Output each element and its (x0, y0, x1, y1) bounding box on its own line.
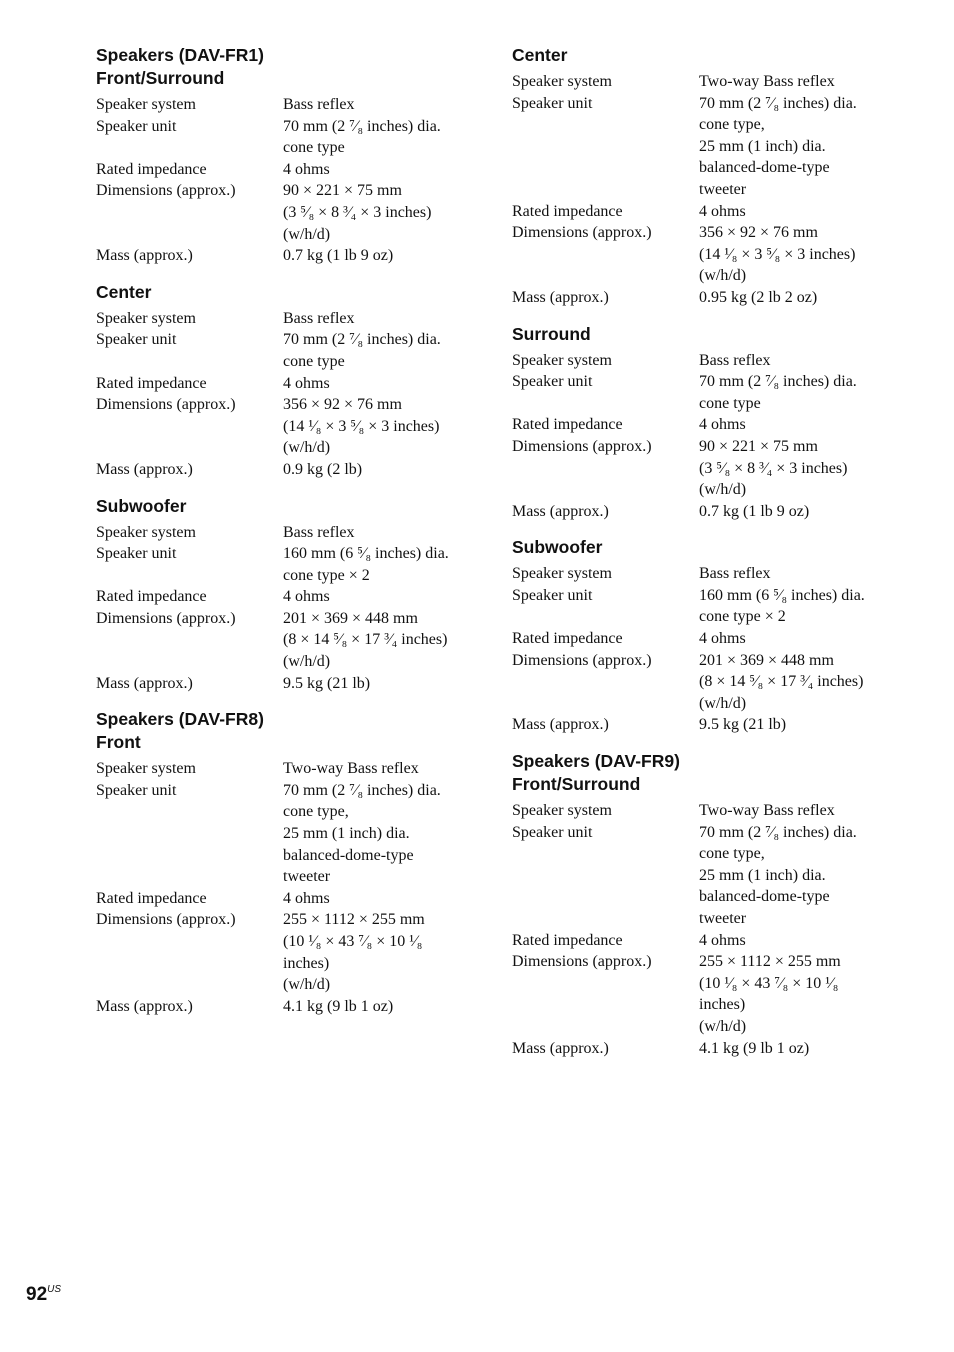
spec-row (512, 585, 912, 628)
spec-label: Mass (approx.) (512, 502, 609, 520)
spec-row (512, 951, 912, 1037)
spec-row (512, 287, 912, 309)
spec-label: Rated impedance (512, 931, 623, 949)
spec-row (96, 459, 496, 481)
spec-value (699, 650, 912, 715)
spec-label: Mass (approx.) (96, 247, 193, 265)
spec-section (512, 323, 912, 523)
spec-value (699, 930, 912, 952)
spec-value-line: 4 ohms (699, 416, 746, 434)
spec-value-line: 356 × 92 × 76 mm (699, 224, 818, 242)
spec-row (512, 371, 912, 414)
spec-section (96, 708, 496, 1017)
spec-value (699, 501, 912, 523)
spec-value-line: (w/h/d) (699, 481, 747, 499)
spec-value-line: 4 ohms (283, 160, 330, 178)
spec-value (283, 180, 496, 245)
spec-value-line: inches) (699, 996, 746, 1014)
spec-value-line: balanced-dome-type (699, 159, 830, 177)
spec-value-line: 70 mm (2 ⁷⁄₈ inches) dia. (699, 94, 857, 112)
spec-value-line: (10 ¹⁄₈ × 43 ⁷⁄₈ × 10 ¹⁄₈ (699, 974, 839, 992)
spec-row (96, 608, 496, 673)
spec-value-line: 25 mm (1 inch) dia. (699, 866, 826, 884)
spec-value-line: (w/h/d) (699, 694, 747, 712)
spec-value-line: 25 mm (1 inch) dia. (283, 825, 410, 843)
spec-value-line: cone type (283, 139, 345, 157)
spec-value-line: 4 ohms (699, 202, 746, 220)
spec-label: Speaker system (96, 309, 196, 327)
spec-value-line: 70 mm (2 ⁷⁄₈ inches) dia. (283, 331, 441, 349)
spec-label: Speaker system (96, 96, 196, 113)
spec-value (699, 71, 912, 93)
spec-label: Speaker system (96, 523, 196, 541)
section-heading: Center (96, 281, 152, 302)
page-number (26, 1278, 61, 1307)
section-heading: Speakers (DAV-FR1) Front/Surround (96, 45, 264, 88)
spec-row (512, 201, 912, 223)
spec-section (96, 495, 496, 695)
spec-value-line: (14 ¹⁄₈ × 3 ⁵⁄₈ × 3 inches) (283, 417, 440, 435)
spec-label: Mass (approx.) (96, 997, 193, 1015)
spec-value (283, 329, 496, 372)
spec-value-line: 0.95 kg (2 lb 2 oz) (699, 288, 818, 306)
spec-row (512, 714, 912, 736)
spec-row (512, 414, 912, 436)
section-heading: Speakers (DAV-FR8) Front (96, 709, 264, 753)
spec-value (699, 628, 912, 650)
spec-label: Dimensions (approx.) (96, 182, 236, 200)
spec-value (283, 308, 496, 330)
spec-value-line: 4.1 kg (9 lb 1 oz) (283, 997, 394, 1015)
spec-label: Dimensions (approx.) (96, 609, 236, 627)
spec-value-line: cone type, (699, 116, 765, 134)
spec-value-line: Two-way Bass reflex (283, 760, 419, 778)
spec-label: Rated impedance (96, 160, 207, 178)
spec-value-line: 356 × 92 × 76 mm (283, 396, 402, 414)
spec-value-line: 201 × 369 × 448 mm (283, 609, 418, 627)
spec-value-line: 4 ohms (699, 931, 746, 949)
spec-value-line: 9.5 kg (21 lb) (699, 716, 787, 734)
spec-label: Rated impedance (96, 588, 207, 606)
spec-value-line: (w/h/d) (283, 653, 331, 671)
spec-label: Speaker system (96, 760, 196, 778)
spec-label: Mass (approx.) (512, 288, 609, 306)
spec-row (512, 930, 912, 952)
spec-value-line: 70 mm (2 ⁷⁄₈ inches) dia. (699, 373, 857, 391)
spec-value-line: (8 × 14 ⁵⁄₈ × 17 ³⁄₄ inches) (283, 631, 448, 649)
spec-value-line: tweeter (699, 180, 747, 198)
spec-value (283, 608, 496, 673)
spec-value (699, 1038, 912, 1060)
spec-value (283, 116, 496, 159)
spec-label: Speaker system (512, 565, 612, 583)
spec-value-line: 4 ohms (699, 630, 746, 648)
spec-label: Speaker system (512, 73, 612, 90)
spec-section (96, 44, 496, 267)
spec-label: Speaker unit (512, 373, 593, 391)
spec-value (699, 414, 912, 436)
spec-row (96, 394, 496, 459)
spec-value-line: Bass reflex (699, 351, 771, 369)
spec-value (699, 714, 912, 736)
spec-label: Dimensions (approx.) (96, 911, 236, 929)
spec-value-line: 4 ohms (283, 588, 330, 606)
spec-row (512, 93, 912, 201)
spec-row (512, 222, 912, 287)
spec-value-line: (w/h/d) (699, 1017, 747, 1035)
spec-label: Speaker unit (96, 545, 177, 563)
spec-value-line: balanced-dome-type (699, 888, 830, 906)
spec-value-line: 4.1 kg (9 lb 1 oz) (699, 1039, 810, 1057)
spec-row (96, 758, 496, 780)
page-number-suffix: US (47, 1284, 62, 1295)
spec-value-line: cone type × 2 (699, 608, 786, 626)
spec-row (512, 436, 912, 501)
spec-value (283, 373, 496, 395)
spec-section (512, 750, 912, 1059)
spec-label: Dimensions (approx.) (512, 224, 652, 242)
spec-row (96, 180, 496, 245)
section-heading: Subwoofer (512, 537, 603, 558)
spec-value-line: inches) (283, 954, 330, 972)
spec-value-line: 90 × 221 × 75 mm (699, 437, 818, 455)
spec-value-line: 0.7 kg (1 lb 9 oz) (699, 502, 810, 520)
spec-value-line: 160 mm (6 ⁵⁄₈ inches) dia. (283, 545, 449, 563)
spec-value-line: 255 × 1112 × 255 mm (283, 911, 425, 929)
spec-value-line: (3 ⁵⁄₈ × 8 ³⁄₄ × 3 inches) (283, 203, 432, 221)
spec-label: Speaker unit (512, 823, 593, 841)
spec-section (512, 44, 912, 309)
right-column (512, 44, 912, 1073)
spec-label: Dimensions (approx.) (512, 437, 652, 455)
spec-label: Speaker unit (96, 117, 177, 135)
spec-row (96, 159, 496, 181)
spec-value-line: (w/h/d) (283, 225, 331, 243)
spec-value-line: 255 × 1112 × 255 mm (699, 953, 841, 971)
spec-row (96, 245, 496, 267)
spec-value-line: cone type, (283, 803, 349, 821)
spec-row (96, 780, 496, 888)
spec-value-line: Two-way Bass reflex (699, 802, 835, 820)
spec-value-line: (10 ¹⁄₈ × 43 ⁷⁄₈ × 10 ¹⁄₈ (283, 933, 423, 950)
spec-value-line: 70 mm (2 ⁷⁄₈ inches) dia. (699, 823, 857, 841)
spec-value (283, 758, 496, 780)
spec-label: Dimensions (approx.) (512, 953, 652, 971)
spec-value-line: cone type, (699, 845, 765, 863)
spec-value (283, 780, 496, 888)
spec-row (512, 822, 912, 930)
spec-value (283, 459, 496, 481)
spec-value (699, 93, 912, 201)
spec-row (512, 71, 912, 93)
spec-value (283, 543, 496, 586)
spec-value-line: 9.5 kg (21 lb) (283, 674, 371, 692)
spec-value-line: 0.9 kg (2 lb) (283, 460, 363, 478)
spec-row (512, 628, 912, 650)
spec-value (283, 394, 496, 459)
spec-value (699, 822, 912, 930)
spec-label: Dimensions (approx.) (96, 396, 236, 414)
spec-value-line: 0.7 kg (1 lb 9 oz) (283, 247, 394, 265)
spec-row (96, 673, 496, 695)
spec-value-line: (8 × 14 ⁵⁄₈ × 17 ³⁄₄ inches) (699, 673, 864, 691)
spec-value-line: (w/h/d) (283, 439, 331, 457)
spec-value (283, 94, 496, 116)
spec-row (512, 650, 912, 715)
spec-label: Speaker system (512, 351, 612, 369)
spec-value-line: Bass reflex (283, 523, 355, 541)
spec-row (512, 563, 912, 585)
spec-value (699, 800, 912, 822)
spec-value-line: (w/h/d) (283, 976, 331, 994)
spec-value-line: 4 ohms (283, 374, 330, 392)
spec-value (699, 201, 912, 223)
spec-value (699, 585, 912, 628)
spec-value (283, 909, 496, 995)
spec-value (699, 436, 912, 501)
spec-label: Mass (approx.) (96, 674, 193, 692)
spec-value-line: (14 ¹⁄₈ × 3 ⁵⁄₈ × 3 inches) (699, 245, 856, 263)
spec-value-line: tweeter (699, 910, 747, 927)
spec-row (96, 888, 496, 910)
spec-value (283, 159, 496, 181)
spec-value (699, 287, 912, 309)
spec-row (512, 501, 912, 523)
spec-label: Rated impedance (96, 374, 207, 392)
spec-value-line: Two-way Bass reflex (699, 73, 835, 90)
spec-label: Rated impedance (512, 630, 623, 648)
spec-value-line: 90 × 221 × 75 mm (283, 182, 402, 200)
spec-value (699, 951, 912, 1037)
spec-value (699, 371, 912, 414)
spec-value (283, 888, 496, 910)
spec-row (512, 800, 912, 822)
spec-label: Rated impedance (96, 889, 207, 907)
spec-value (283, 673, 496, 695)
spec-value-line: 70 mm (2 ⁷⁄₈ inches) dia. (283, 781, 441, 799)
spec-row (96, 329, 496, 372)
spec-row (96, 94, 496, 116)
spec-value-line: 25 mm (1 inch) dia. (699, 137, 826, 155)
spec-value-line: 4 ohms (283, 889, 330, 907)
spec-label: Speaker unit (96, 331, 177, 349)
spec-value-line: tweeter (283, 868, 331, 886)
spec-label: Rated impedance (512, 202, 623, 220)
spec-label: Speaker unit (512, 586, 593, 604)
spec-value (699, 350, 912, 372)
spec-value (699, 222, 912, 287)
spec-label: Speaker unit (512, 94, 593, 112)
spec-value-line: (w/h/d) (699, 267, 747, 285)
spec-value-line: cone type × 2 (283, 566, 370, 584)
spec-value-line: (3 ⁵⁄₈ × 8 ³⁄₄ × 3 inches) (699, 459, 848, 477)
spec-value (283, 522, 496, 544)
spec-value-line: 70 mm (2 ⁷⁄₈ inches) dia. (283, 117, 441, 135)
spec-value-line: cone type (283, 352, 345, 370)
spec-value-line: Bass reflex (283, 96, 355, 113)
spec-label: Rated impedance (512, 416, 623, 434)
spec-value (283, 996, 496, 1018)
spec-section (96, 281, 496, 481)
spec-value-line: cone type (699, 394, 761, 412)
spec-label: Dimensions (approx.) (512, 651, 652, 669)
spec-row (96, 996, 496, 1018)
spec-row (512, 1038, 912, 1060)
section-heading: Speakers (DAV-FR9) Front/Surround (512, 751, 680, 795)
spec-label: Mass (approx.) (512, 1039, 609, 1057)
spec-value-line: Bass reflex (283, 309, 355, 327)
spec-row (96, 522, 496, 544)
spec-section (512, 536, 912, 736)
spec-value (283, 586, 496, 608)
spec-row (96, 373, 496, 395)
spec-value-line: 201 × 369 × 448 mm (699, 651, 834, 669)
section-heading: Surround (512, 323, 591, 344)
spec-label: Mass (approx.) (512, 716, 609, 734)
spec-value-line: Bass reflex (699, 565, 771, 583)
spec-label: Mass (approx.) (96, 460, 193, 478)
left-column (96, 44, 496, 1031)
spec-value-line: 160 mm (6 ⁵⁄₈ inches) dia. (699, 586, 865, 604)
spec-row (96, 116, 496, 159)
spec-row (96, 586, 496, 608)
section-heading: Subwoofer (96, 495, 187, 516)
spec-row (96, 543, 496, 586)
spec-value (283, 245, 496, 267)
spec-label: Speaker unit (96, 781, 177, 799)
section-heading: Center (512, 45, 568, 65)
spec-row (96, 909, 496, 995)
spec-row (512, 350, 912, 372)
spec-value-line: balanced-dome-type (283, 846, 414, 864)
page-number-value: 92 (26, 1284, 48, 1305)
spec-row (96, 308, 496, 330)
spec-label: Speaker system (512, 802, 612, 820)
spec-value (699, 563, 912, 585)
